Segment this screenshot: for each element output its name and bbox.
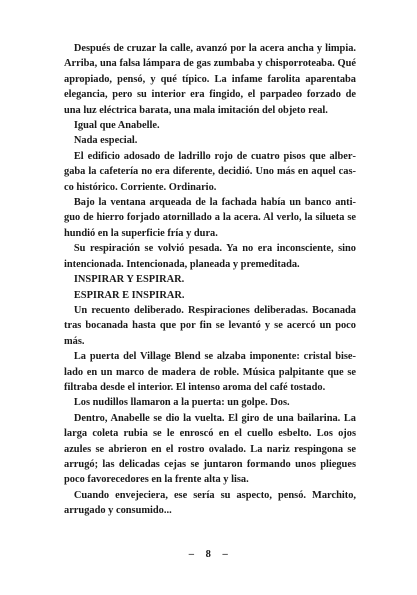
paragraph: La puerta del Village Blend se alzaba imponente: cristal biselado en un marco de madera de roble. Música palpitante que se filtraba desde el interior. El intenso aroma del café tostado. xyxy=(64,351,356,393)
page-number xyxy=(0,549,417,560)
paragraph: ESPIRAR E INSPIRAR. xyxy=(73,289,185,301)
paragraph: El edificio adosado de ladrillo rojo de cuatro pisos que albergaba la cafetería no era diferente, decidió. Uno más en aquel casco histórico. Corriente. Ordinario. xyxy=(64,150,356,193)
paragraph: Nada especial. xyxy=(73,135,138,147)
paragraph: Cuando envejeciera, ese sería su aspecto, pensó. Marchito, arrugado y consumido... xyxy=(64,489,356,517)
paragraph: Dentro, Anabelle se dio la vuelta. El giro de una bailarina. La larga coleta rubia se le enroscó en el cuello esbelto. Los ojos azules se abrieron en el rostro ovalado. La nariz respingona se arrugó; las delicadas cejas se juntaron formando unos pliegues poco favorecedores en la frente alta y lisa. xyxy=(64,412,356,486)
paragraph: Un recuento deliberado. Respiraciones deliberadas. Bocanada tras bocanada hasta que por fin se levantó y se acercó un poco más. xyxy=(64,304,356,347)
paragraph: Bajo la ventana arqueada de la fachada había un banco antiguo de hierro forjado atornillado a la acera. Al verlo, la silueta se hundió en la superficie fría y dura. xyxy=(64,197,356,239)
body-text xyxy=(64,41,356,519)
folio-number: 8 xyxy=(205,549,212,560)
folio-dash-right: – xyxy=(222,549,229,560)
paragraph: Su respiración se volvió pesada. Ya no era inconsciente, sino intencionada. Intencionada, planeada y premeditada. xyxy=(64,243,356,270)
paragraph: INSPIRAR Y ESPIRAR. xyxy=(73,274,185,286)
paragraph: Los nudillos llamaron a la puerta: un golpe. Dos. xyxy=(73,397,290,409)
folio-dash-left: – xyxy=(188,549,195,560)
paragraph: Después de cruzar la calle, avanzó por la acera ancha y limpia. Arriba, una falsa lámpara de gas zumbaba y chisporroteaba. Qué apropiado, pensó, y qué típico. La infame farolita aparentaba elegancia, pero su interior era fingido, el parpadeo forzado de una luz eléctrica barata, una mala imitación del objeto real. xyxy=(64,43,356,116)
paragraph: Igual que Anabelle. xyxy=(73,120,160,132)
